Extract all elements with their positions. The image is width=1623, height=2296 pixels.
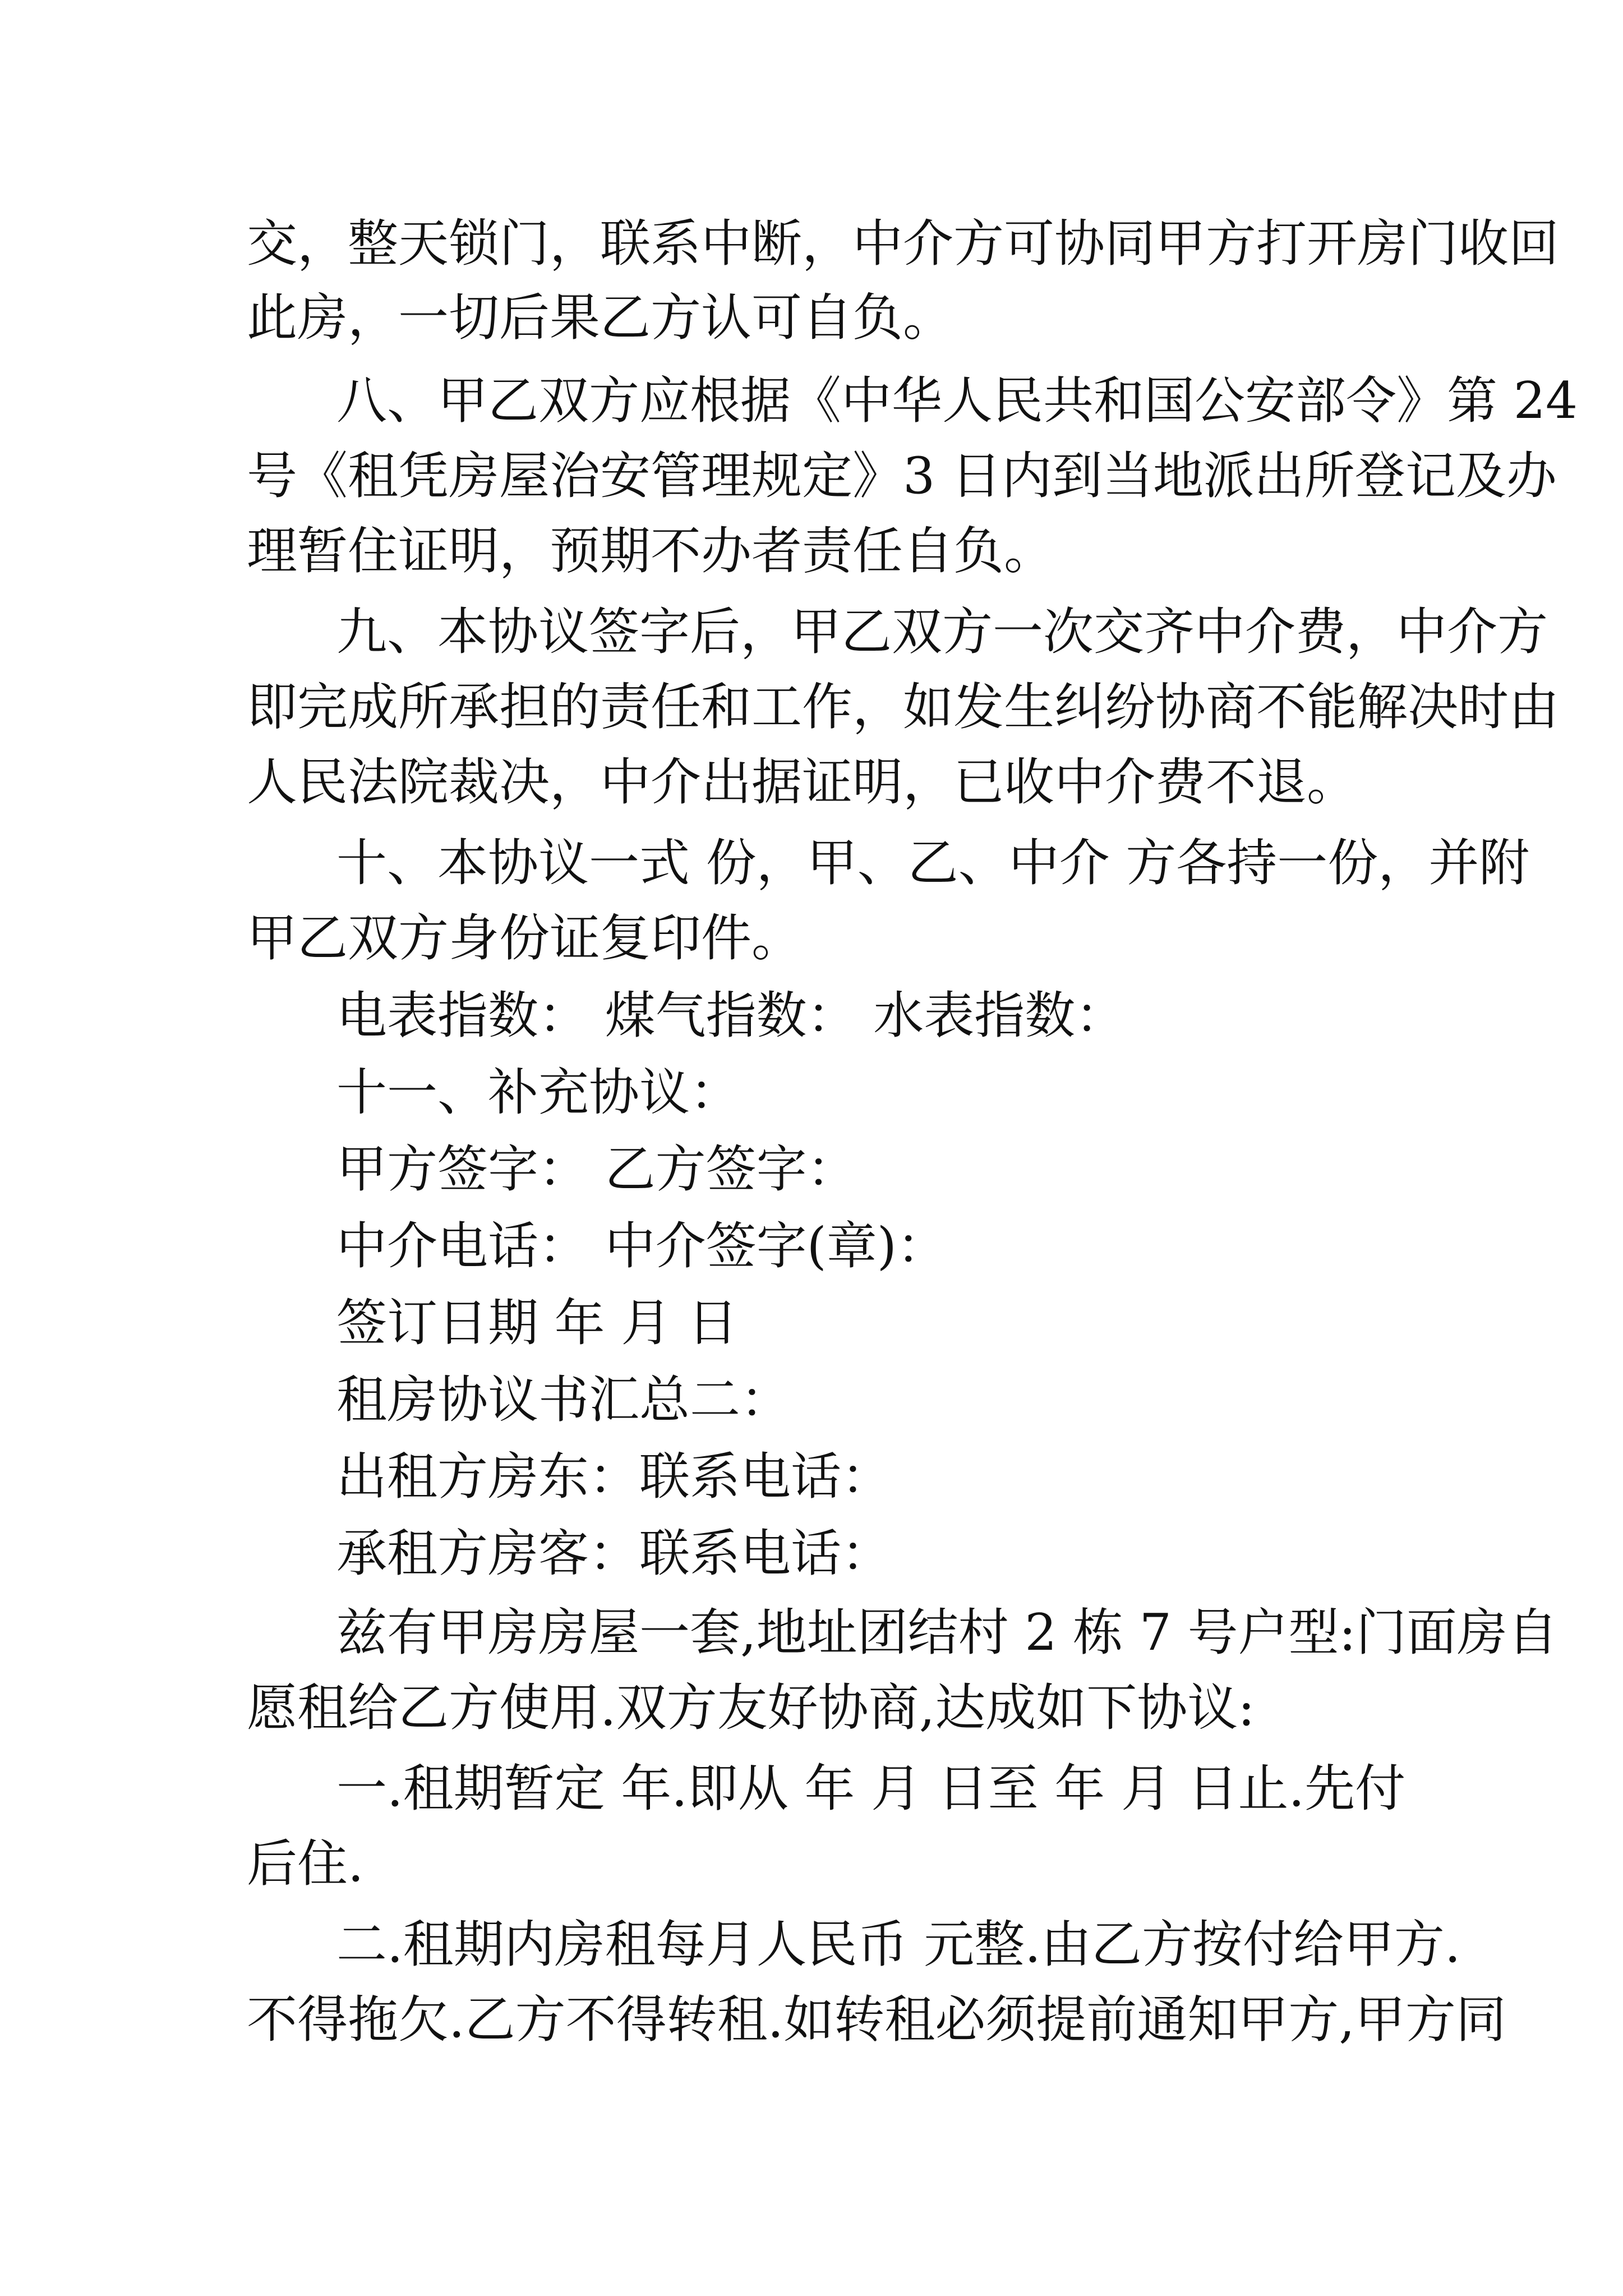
text-line-23: 二.租期内房租每月人民币 元整.由乙方按付给甲方. xyxy=(336,1915,1461,1974)
text-line-24: 不得拖欠.乙方不得转租.如转租必须提前通知甲方,甲方同 xyxy=(247,1990,1506,2049)
text-line-6: 九、本协议签字后，甲乙双方一次交齐中介费，中介方 xyxy=(336,602,1548,661)
text-line-10: 甲乙双方身份证复印件。 xyxy=(247,909,802,968)
text-line-12: 十一、补充协议： xyxy=(336,1063,740,1122)
text-line-8: 人民法院裁决，中介出据证明，已收中介费不退。 xyxy=(247,753,1357,812)
text-line-7: 即完成所承担的责任和工作，如发生纠纷协商不能解决时由 xyxy=(247,678,1559,737)
text-line-13: 甲方签字： 乙方签字： xyxy=(336,1140,857,1199)
text-line-20: 愿租给乙方使用.双方友好协商,达成如下协议: xyxy=(247,1678,1255,1737)
text-line-3: 八、甲乙双方应根据《中华人民共和国公安部令》第 24 xyxy=(336,371,1578,430)
text-line-5: 理暂住证明，预期不办者责任自负。 xyxy=(247,522,1054,581)
text-line-17: 出租方房东：联系电话： xyxy=(336,1447,892,1506)
text-line-16: 租房协议书汇总二： xyxy=(336,1370,791,1429)
text-line-19: 兹有甲房房屋一套,地址团结村 2 栋 7 号户型:门面房自 xyxy=(336,1603,1558,1662)
text-line-9: 十、本协议一式 份，甲、乙、中介 方各持一份，并附 xyxy=(336,834,1530,892)
text-line-11: 电表指数： 煤气指数： 水表指数： xyxy=(336,986,1126,1045)
text-line-18: 承租方房客：联系电话： xyxy=(336,1524,892,1583)
text-line-2: 此房，一切后果乙方认可自负。 xyxy=(247,288,953,347)
text-line-22: 后住. xyxy=(247,1834,364,1893)
text-line-21: 一.租期暂定 年.即从 年 月 日至 年 月 日止.先付 xyxy=(336,1759,1406,1818)
text-line-1: 交，整天锁门，联系中断，中介方可协同甲方打开房门收回 xyxy=(247,214,1559,273)
text-line-15: 签订日期 年 月 日 xyxy=(336,1294,738,1352)
text-line-14: 中介电话： 中介签字(章)： xyxy=(336,1217,947,1276)
text-line-4: 号《租凭房屋治安管理规定》3 日内到当地派出所登记及办 xyxy=(247,447,1557,505)
